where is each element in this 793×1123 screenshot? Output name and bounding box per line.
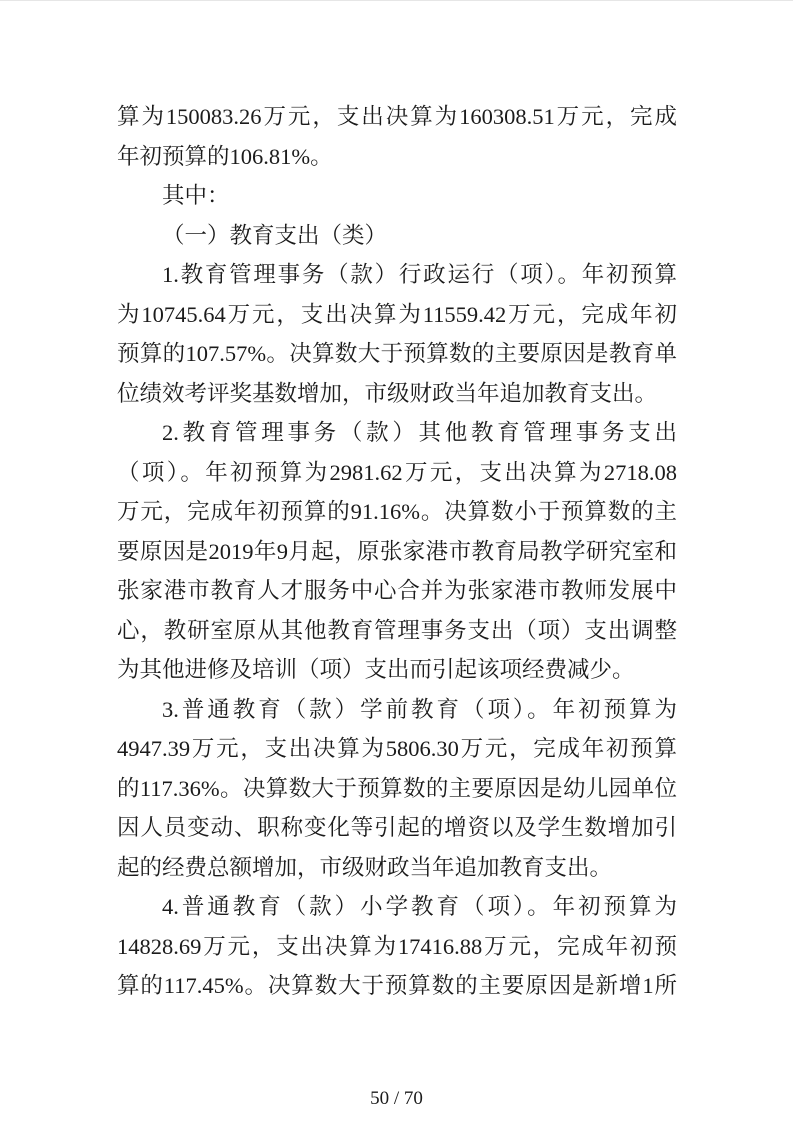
text-line: 起的经费总额增加，市级财政当年追加教育支出。 (117, 854, 613, 880)
text-line: （项）。年初预算为2981.62万元，支出决算为2718.08 (117, 459, 677, 485)
page-number: 50 / 70 (370, 1088, 423, 1109)
text-line: 预算的107.57%。决算数大于预算数的主要原因是教育单 (117, 341, 677, 366)
page-footer (0, 1087, 793, 1111)
paragraph-summary-continuation (117, 97, 677, 176)
text-line: 年初预算的106.81%。 (117, 143, 333, 169)
text-line: 算为150083.26万元，支出决算为160308.51万元，完成 (117, 104, 677, 129)
text-line: （一）教育支出（类） (162, 222, 388, 248)
text-line: 2.教育管理事务（款）其他教育管理事务支出 (162, 420, 677, 445)
text-line: 算的117.45%。决算数大于预算数的主要原因是新增1所 (117, 973, 677, 998)
text-line: 1.教育管理事务（款）行政运行（项）。年初预算 (162, 262, 677, 287)
text-line: 为10745.64万元，支出决算为11559.42万元，完成年初 (117, 301, 677, 327)
text-line: 的117.36%。决算数大于预算数的主要原因是幼儿园单位 (117, 775, 677, 801)
document-body (117, 97, 677, 1006)
text-line: 因人员变动、职称变化等引起的增资以及学生数增加引 (117, 815, 677, 840)
text-line: 要原因是2019年9月起，原张家港市教育局教学研究室和 (117, 538, 677, 564)
paragraph-item-1-administrative-operation (117, 255, 677, 413)
paragraph-item-3-preschool-education (117, 690, 677, 888)
text-line: 张家港市教育人才服务中心合并为张家港市教师发展中 (117, 578, 677, 603)
text-line: 4947.39万元，支出决算为5806.30万元，完成年初预算 (117, 736, 677, 761)
text-line: 心，教研室原从其他教育管理事务支出（项）支出调整 (117, 617, 677, 643)
text-line: 3.普通教育（款）学前教育（项）。年初预算为 (162, 696, 677, 722)
paragraph-among-which-label (117, 176, 677, 216)
text-line: 为其他进修及培训（项）支出而引起该项经费减少。 (117, 657, 635, 682)
text-line: 万元，完成年初预算的91.16%。决算数小于预算数的主 (117, 499, 677, 524)
text-line: 其中： (162, 183, 230, 208)
text-line: 位绩效考评奖基数增加，市级财政当年追加教育支出。 (117, 380, 658, 406)
paragraph-item-4-primary-education (117, 887, 677, 1006)
paragraph-section-heading-education-expenditure (117, 216, 677, 256)
paragraph-item-2-other-education-management (117, 413, 677, 690)
text-line: 14828.69万元，支出决算为17416.88万元，完成年初预 (117, 933, 677, 959)
text-line: 4.普通教育（款）小学教育（项）。年初预算为 (162, 894, 677, 919)
